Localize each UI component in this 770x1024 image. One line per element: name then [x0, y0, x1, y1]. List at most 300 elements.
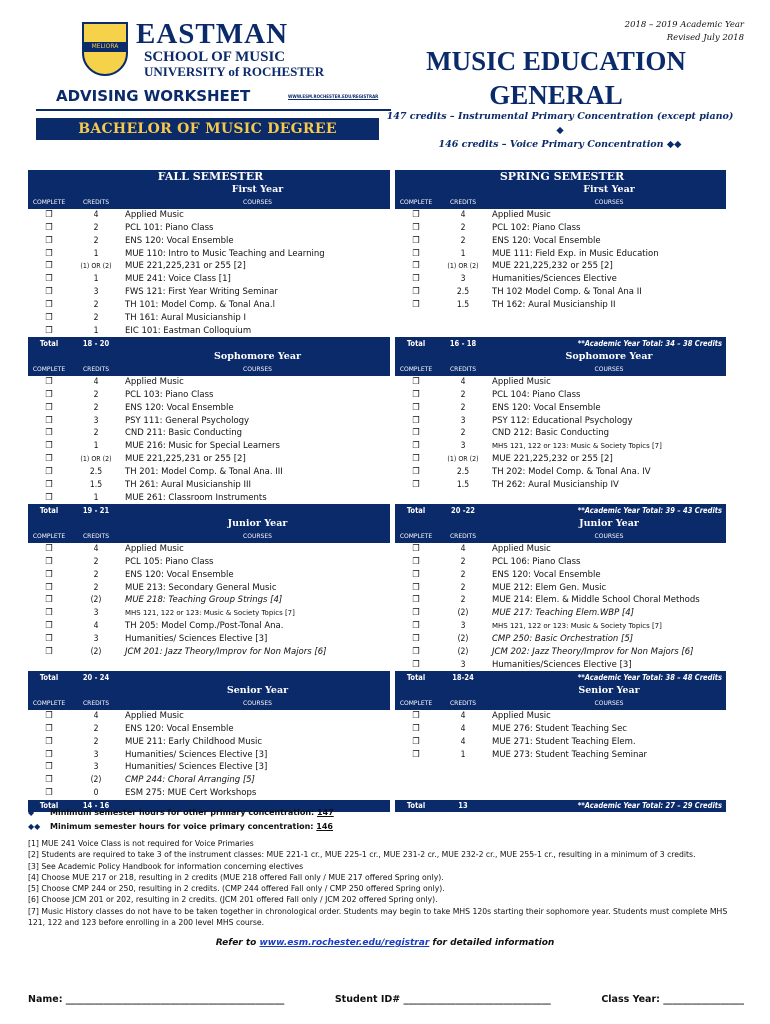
course-name: MUE 110: Intro to Music Teaching and Learning [125, 248, 325, 259]
checkbox-icon[interactable]: ❒ [412, 402, 420, 413]
credits-value: 2 [460, 428, 466, 439]
year-header: First Year [122, 183, 390, 196]
course-name: Applied Music [492, 711, 551, 722]
course-name: MUE 221,225,231 or 255 [2] [125, 261, 246, 272]
course-name: PSY 112: Educational Psychology [492, 415, 633, 426]
course-row [395, 710, 726, 723]
course-name: ENS 120: Vocal Ensemble [492, 569, 601, 580]
course-name: Humanities/ Sciences Elective [3] [125, 762, 268, 773]
legend: ◆ Minimum semester hours for other primary concentration: 147 ◆◆ Minimum semester hours for voice primary concentration: 146 [28, 806, 334, 834]
course-row [395, 389, 726, 402]
course-row [28, 311, 390, 324]
checkbox-icon[interactable]: ❒ [45, 595, 53, 606]
course-name: PSY 111: General Psychology [125, 415, 250, 426]
course-name: MUE 273: Student Teaching Seminar [492, 749, 648, 760]
empty-cell [395, 787, 437, 800]
course-name: ENS 120: Vocal Ensemble [125, 402, 234, 413]
course-name: ENS 120: Vocal Ensemble [125, 569, 234, 580]
credits-value: 1.5 [456, 300, 470, 311]
checkbox-icon[interactable]: ❒ [412, 749, 420, 760]
checkbox-icon[interactable]: ❒ [412, 621, 420, 632]
checkbox-icon[interactable]: ❒ [45, 556, 53, 567]
checkbox-icon[interactable]: ❒ [412, 479, 420, 490]
class-year-field[interactable]: Class Year: _________________ [601, 994, 744, 1005]
checkbox-icon[interactable]: ❒ [45, 466, 53, 477]
checkbox-icon[interactable]: ❒ [45, 287, 53, 298]
course-name: TH 162: Aural Musicianship II [492, 300, 616, 311]
credits-value: 2 [460, 556, 466, 567]
credits-value: 1 [93, 325, 99, 336]
checkbox-icon[interactable]: ❒ [45, 261, 53, 272]
spacer [395, 183, 489, 196]
signature-line [28, 994, 744, 1005]
course-row [28, 234, 390, 247]
course-name: FWS 121: First Year Writing Seminar [125, 287, 278, 298]
credits-value: 2 [93, 556, 99, 567]
course-row [395, 376, 726, 389]
course-name: TH 262: Aural Musicianship IV [492, 479, 619, 490]
name-field[interactable]: Name: ______________________________________________ [28, 994, 285, 1005]
course-name: ESM 275: MUE Cert Workshops [125, 788, 257, 799]
course-row [395, 735, 726, 748]
checkbox-icon[interactable]: ❒ [412, 659, 420, 670]
credits-value: 3 [460, 274, 466, 285]
checkbox-icon[interactable]: ❒ [412, 646, 420, 657]
course-row [28, 581, 390, 594]
course-name: PCL 103: Piano Class [125, 389, 214, 400]
empty-cell [489, 787, 726, 800]
checkbox-icon[interactable]: ❒ [45, 389, 53, 400]
credits-value: 2 [93, 582, 99, 593]
credits-value: 4 [93, 621, 99, 632]
logo-school: SCHOOL OF MUSIC [144, 49, 286, 65]
course-row [28, 478, 390, 491]
credits-value: 2 [93, 428, 99, 439]
col-complete: COMPLETE [395, 697, 437, 710]
checkbox-icon[interactable]: ❒ [412, 210, 420, 221]
checkbox-icon[interactable]: ❒ [412, 235, 420, 246]
course-name: TH 161: Aural Musicianship I [125, 312, 246, 323]
credits-value: 2.5 [456, 466, 470, 477]
academic-year-total [122, 337, 390, 350]
col-courses: COURSES [122, 530, 390, 543]
footnote: [4] Choose MUE 217 or 218, resulting in 2 credits (MUE 218 offered Fall only / MUE 217 offered Spring only). [28, 872, 444, 882]
checkbox-icon[interactable]: ❒ [45, 544, 53, 555]
course-row [395, 286, 726, 299]
checkbox-icon[interactable]: ❒ [412, 248, 420, 259]
course-row [28, 774, 390, 787]
footnote: [7] Music History classes do not have to be taken together in chronological order. Students may begin to take MHS 120s starting their sophomore year. Students must complete MHS 121, 122 and 123 before enrolling in a 200 level MHS course. [28, 906, 728, 928]
registrar-url-small: WWW.ESM.ROCHESTER.EDU/REGISTRAR [288, 94, 379, 99]
empty-cell [122, 658, 390, 671]
credits-value: 3 [460, 415, 466, 426]
course-name: MUE 211: Early Childhood Music [125, 736, 263, 747]
checkbox-icon[interactable]: ❒ [45, 608, 53, 619]
empty-cell [437, 787, 489, 800]
checkbox-icon[interactable]: ❒ [45, 428, 53, 439]
spacer [395, 684, 489, 697]
course-row [28, 222, 390, 235]
footnote: [3] See Academic Policy Handbook for information concerning electives [28, 861, 304, 871]
course-name: MUE 221,225,232 or 255 [2] [492, 261, 613, 272]
checkbox-icon[interactable]: ❒ [412, 377, 420, 388]
spacer [28, 684, 122, 697]
course-row [395, 299, 726, 312]
checkbox-icon[interactable]: ❒ [45, 492, 53, 503]
course-row [28, 594, 390, 607]
course-row [395, 761, 726, 774]
checkbox-icon[interactable]: ❒ [45, 325, 53, 336]
course-name: EIC 101: Eastman Colloquium [125, 325, 252, 336]
total-credits: 14 - 16 [70, 800, 122, 813]
total-credits: 20 - 24 [70, 671, 122, 684]
checkbox-icon[interactable]: ❒ [412, 389, 420, 400]
total-credits: 13 [437, 800, 489, 813]
course-row [28, 299, 390, 312]
credits-value: 2 [460, 402, 466, 413]
checkbox-icon[interactable]: ❒ [45, 646, 53, 657]
credits-value: 4 [460, 723, 466, 734]
page-title: MUSIC EDUCATION [426, 46, 686, 76]
checkbox-icon[interactable]: ❒ [412, 300, 420, 311]
empty-cell [489, 491, 726, 504]
credits-value: 4 [93, 377, 99, 388]
checkbox-icon[interactable]: ❒ [45, 736, 53, 747]
checkbox-icon[interactable]: ❒ [45, 762, 53, 773]
credits-value: 2 [93, 235, 99, 246]
course-name: MUE 276: Student Teaching Sec [492, 723, 627, 734]
checkbox-icon[interactable]: ❒ [45, 788, 53, 799]
checkbox-icon[interactable]: ❒ [412, 556, 420, 567]
credits-value: 2 [93, 723, 99, 734]
footnotes [28, 838, 744, 928]
course-name: ENS 120: Vocal Ensemble [125, 235, 234, 246]
checkbox-icon[interactable]: ❒ [412, 441, 420, 452]
checkbox-icon[interactable]: ❒ [45, 300, 53, 311]
course-row [395, 273, 726, 286]
credits-value: 4 [460, 544, 466, 555]
course-name: MUE 261: Classroom Instruments [125, 492, 267, 503]
credits-value: 2 [460, 595, 466, 606]
col-credits: CREDITS [70, 363, 122, 376]
course-row [28, 324, 390, 337]
checkbox-icon[interactable]: ❒ [45, 569, 53, 580]
course-name: PCL 102: Piano Class [492, 222, 581, 233]
empty-cell [395, 774, 437, 787]
course-name: MUE 111: Field Exp. in Music Education [492, 248, 659, 259]
credits-value: 0 [93, 788, 99, 799]
total-credits: 19 - 21 [70, 504, 122, 517]
course-name: MUE 271: Student Teaching Elem. [492, 736, 636, 747]
course-row [395, 620, 726, 633]
course-row [395, 568, 726, 581]
checkbox-icon[interactable]: ❒ [45, 210, 53, 221]
course-name: MUE 216: Music for Special Learners [125, 441, 280, 452]
credits-value: 4 [93, 210, 99, 221]
col-complete: COMPLETE [395, 196, 437, 209]
academic-year-total: **Academic Year Total: 27 – 29 Credits [489, 800, 726, 813]
col-complete: COMPLETE [395, 363, 437, 376]
registrar-link[interactable]: www.esm.rochester.edu/registrar [259, 938, 430, 948]
course-name: ENS 120: Vocal Ensemble [492, 402, 601, 413]
checkbox-icon[interactable]: ❒ [45, 274, 53, 285]
academic-year-total [122, 504, 390, 517]
course-name: TH 202: Model Comp. & Tonal Ana. IV [492, 466, 651, 477]
course-name: JCM 201: Jazz Theory/Improv for Non Majors [6] [125, 646, 327, 657]
course-name: Humanities/ Sciences Elective [3] [125, 633, 268, 644]
course-row [28, 543, 390, 556]
empty-cell [437, 774, 489, 787]
academic-year-total: **Academic Year Total: 34 – 38 Credits [489, 337, 726, 350]
checkbox-icon[interactable]: ❒ [45, 441, 53, 452]
course-name: Applied Music [125, 377, 184, 388]
checkbox-icon[interactable]: ❒ [45, 415, 53, 426]
course-name: Humanities/Sciences Elective [3] [492, 659, 632, 670]
course-row [395, 209, 726, 222]
checkbox-icon[interactable]: ❒ [412, 454, 420, 465]
course-row [395, 222, 726, 235]
credits-value: 1 [93, 441, 99, 452]
total-credits: 18 - 20 [70, 337, 122, 350]
course-name: PCL 101: Piano Class [125, 222, 214, 233]
total-label: Total [28, 800, 70, 813]
course-name: Applied Music [125, 711, 184, 722]
course-row [395, 427, 726, 440]
footnote: [5] Choose CMP 244 or 250, resulting in 2 credits. (CMP 244 offered Fall only / CMP 250 offered Spring only). [28, 884, 445, 894]
checkbox-icon[interactable]: ❒ [45, 582, 53, 593]
empty-cell [395, 311, 437, 324]
credits-value: 2 [93, 312, 99, 323]
empty-cell [437, 491, 489, 504]
fall-semester-table [28, 170, 390, 812]
checkbox-icon[interactable]: ❒ [412, 415, 420, 426]
course-name: Applied Music [492, 377, 551, 388]
credits-value: (1) OR (2) [447, 262, 479, 271]
col-courses: COURSES [489, 363, 726, 376]
course-row [28, 620, 390, 633]
footnote: [2] Students are required to take 3 of the instrument classes: MUE 221-1 cr., MUE 225-1 cr., MUE 231-2 cr., MUE 232-2 cr., MUE 255-1 cr., resulting in a minimum of 3 credits. [28, 850, 696, 860]
col-complete: COMPLETE [28, 530, 70, 543]
course-row [395, 440, 726, 453]
course-row [395, 722, 726, 735]
credits-value: 1.5 [89, 479, 103, 490]
course-row [395, 466, 726, 479]
empty-cell [437, 324, 489, 337]
credits-value: 3 [93, 415, 99, 426]
course-row [395, 234, 726, 247]
checkbox-icon[interactable]: ❒ [45, 312, 53, 323]
checkbox-icon[interactable]: ❒ [412, 595, 420, 606]
course-name: MUE 212: Elem Gen. Music [492, 582, 607, 593]
checkbox-icon[interactable]: ❒ [45, 723, 53, 734]
course-name: TH 102 Model Comp. & Tonal Ana II [492, 287, 642, 298]
checkbox-icon[interactable]: ❒ [45, 775, 53, 786]
course-name: Applied Music [125, 210, 184, 221]
spacer [28, 517, 122, 530]
year-header: Sophomore Year [489, 350, 726, 363]
course-row [28, 761, 390, 774]
year-header: Junior Year [122, 517, 390, 530]
course-name: MUE 217: Teaching Elem.WBP [4] [492, 608, 634, 619]
course-name: PCL 104: Piano Class [492, 389, 581, 400]
checkbox-icon[interactable]: ❒ [412, 222, 420, 233]
course-name: ENS 120: Vocal Ensemble [125, 723, 234, 734]
course-row [395, 324, 726, 337]
course-name: CND 211: Basic Conducting [125, 428, 242, 439]
credits-value: 2 [93, 402, 99, 413]
credits-value: 2 [460, 389, 466, 400]
checkbox-icon[interactable]: ❒ [45, 621, 53, 632]
total-label: Total [395, 671, 437, 684]
course-name: MHS 121, 122 or 123: Music & Society Topics [7] [492, 622, 662, 631]
course-row [28, 735, 390, 748]
credits-value: (2) [457, 633, 469, 644]
credits-value: (2) [90, 646, 102, 657]
shield-seal-icon: MELIORA [82, 22, 128, 76]
credits-value: 3 [93, 633, 99, 644]
credits-value: (2) [90, 775, 102, 786]
checkbox-icon[interactable]: ❒ [412, 466, 420, 477]
col-credits: CREDITS [70, 530, 122, 543]
credits-value: (1) OR (2) [80, 262, 112, 271]
course-row [395, 311, 726, 324]
checkbox-icon[interactable]: ❒ [45, 222, 53, 233]
checkbox-icon[interactable]: ❒ [45, 377, 53, 388]
checkbox-icon[interactable]: ❒ [412, 274, 420, 285]
credits-value: (2) [457, 608, 469, 619]
credits-value: 2 [93, 569, 99, 580]
checkbox-icon[interactable]: ❒ [412, 544, 420, 555]
course-name: CMP 250: Basic Orchestration [5] [492, 633, 634, 644]
course-row [28, 260, 390, 273]
empty-cell [28, 658, 70, 671]
diamond-icon: ◆ [28, 808, 35, 817]
col-courses: COURSES [489, 697, 726, 710]
checkbox-icon[interactable]: ❒ [45, 711, 53, 722]
empty-cell [437, 311, 489, 324]
empty-cell [395, 491, 437, 504]
credits-value: 4 [460, 736, 466, 747]
credits-value: (2) [457, 646, 469, 657]
credits-value: 4 [93, 711, 99, 722]
total-credits: 18-24 [437, 671, 489, 684]
empty-cell [395, 324, 437, 337]
checkbox-icon[interactable]: ❒ [412, 633, 420, 644]
checkbox-icon[interactable]: ❒ [412, 428, 420, 439]
col-courses: COURSES [122, 363, 390, 376]
col-complete: COMPLETE [395, 530, 437, 543]
credits-value: 2 [93, 300, 99, 311]
col-courses: COURSES [122, 697, 390, 710]
total-label: Total [28, 337, 70, 350]
footnote: [1] MUE 241 Voice Class is not required for Voice Primaries [28, 839, 254, 848]
student-id-field[interactable]: Student ID# _______________________________ [334, 994, 551, 1005]
checkbox-icon[interactable]: ❒ [412, 582, 420, 593]
credits-value: 2 [93, 389, 99, 400]
checkbox-icon[interactable]: ❒ [412, 608, 420, 619]
spring-semester-table [395, 170, 726, 812]
advising-title: ADVISING WORKSHEET [56, 87, 251, 105]
checkbox-icon[interactable]: ❒ [45, 633, 53, 644]
checkbox-icon[interactable]: ❒ [412, 287, 420, 298]
course-name: MUE 241: Voice Class [1] [125, 274, 231, 285]
checkbox-icon[interactable]: ❒ [412, 736, 420, 747]
credits-value: 1.5 [456, 479, 470, 490]
course-row [28, 607, 390, 620]
checkbox-icon[interactable]: ❒ [45, 479, 53, 490]
eastman-logo [78, 20, 328, 80]
course-name: PCL 105: Piano Class [125, 556, 214, 567]
checkbox-icon[interactable]: ❒ [45, 235, 53, 246]
course-name: ENS 120: Vocal Ensemble [492, 235, 601, 246]
advising-bar [36, 87, 391, 111]
spacer [395, 517, 489, 530]
course-row [395, 748, 726, 761]
credits-value: 2 [93, 736, 99, 747]
checkbox-icon[interactable]: ❒ [412, 569, 420, 580]
course-row [395, 491, 726, 504]
credits-value: 2 [460, 222, 466, 233]
checkbox-icon[interactable]: ❒ [412, 723, 420, 734]
spacer [28, 350, 122, 363]
course-row [28, 710, 390, 723]
course-row [28, 376, 390, 389]
course-row [28, 209, 390, 222]
course-row [28, 658, 390, 671]
course-row [395, 555, 726, 568]
empty-cell [70, 658, 122, 671]
course-row [395, 453, 726, 466]
course-row [395, 478, 726, 491]
empty-cell [489, 311, 726, 324]
credits-value: 2 [460, 582, 466, 593]
course-name: TH 205: Model Comp./Post-Tonal Ana. [125, 621, 284, 632]
empty-cell [489, 761, 726, 774]
credits-value: 1 [93, 274, 99, 285]
checkbox-icon[interactable]: ❒ [412, 711, 420, 722]
credits-value: 4 [93, 544, 99, 555]
year-header: Junior Year [489, 517, 726, 530]
course-row [28, 273, 390, 286]
course-row [28, 466, 390, 479]
academic-year: 2018 – 2019 Academic Year Revised July 2018 [624, 20, 744, 43]
checkbox-icon[interactable]: ❒ [45, 454, 53, 465]
total-label: Total [395, 504, 437, 517]
course-row [395, 658, 726, 671]
checkbox-icon[interactable]: ❒ [45, 248, 53, 259]
course-name: MUE 221,225,232 or 255 [2] [492, 454, 613, 465]
checkbox-icon[interactable]: ❒ [412, 261, 420, 272]
course-name: TH 201: Model Comp. & Tonal Ana. III [125, 466, 283, 477]
course-row [28, 389, 390, 402]
col-complete: COMPLETE [28, 697, 70, 710]
credits-value: 2.5 [456, 287, 470, 298]
credits-value: 2 [460, 235, 466, 246]
credits-value: 4 [460, 711, 466, 722]
credits-value: 1 [93, 248, 99, 259]
checkbox-icon[interactable]: ❒ [45, 402, 53, 413]
double-diamond-icon: ◆◆ [28, 822, 41, 831]
course-row [395, 260, 726, 273]
course-row [28, 722, 390, 735]
footnote: [6] Choose JCM 201 or 202, resulting in 2 credits. (JCM 201 offered Fall only / JCM 202 offered Spring only). [28, 895, 438, 905]
course-row [395, 247, 726, 260]
year-header: Senior Year [489, 684, 726, 697]
checkbox-icon[interactable]: ❒ [45, 749, 53, 760]
academic-year-total: **Academic Year Total: 39 – 43 Credits [489, 504, 726, 517]
credits-value: 3 [93, 608, 99, 619]
course-row [395, 774, 726, 787]
